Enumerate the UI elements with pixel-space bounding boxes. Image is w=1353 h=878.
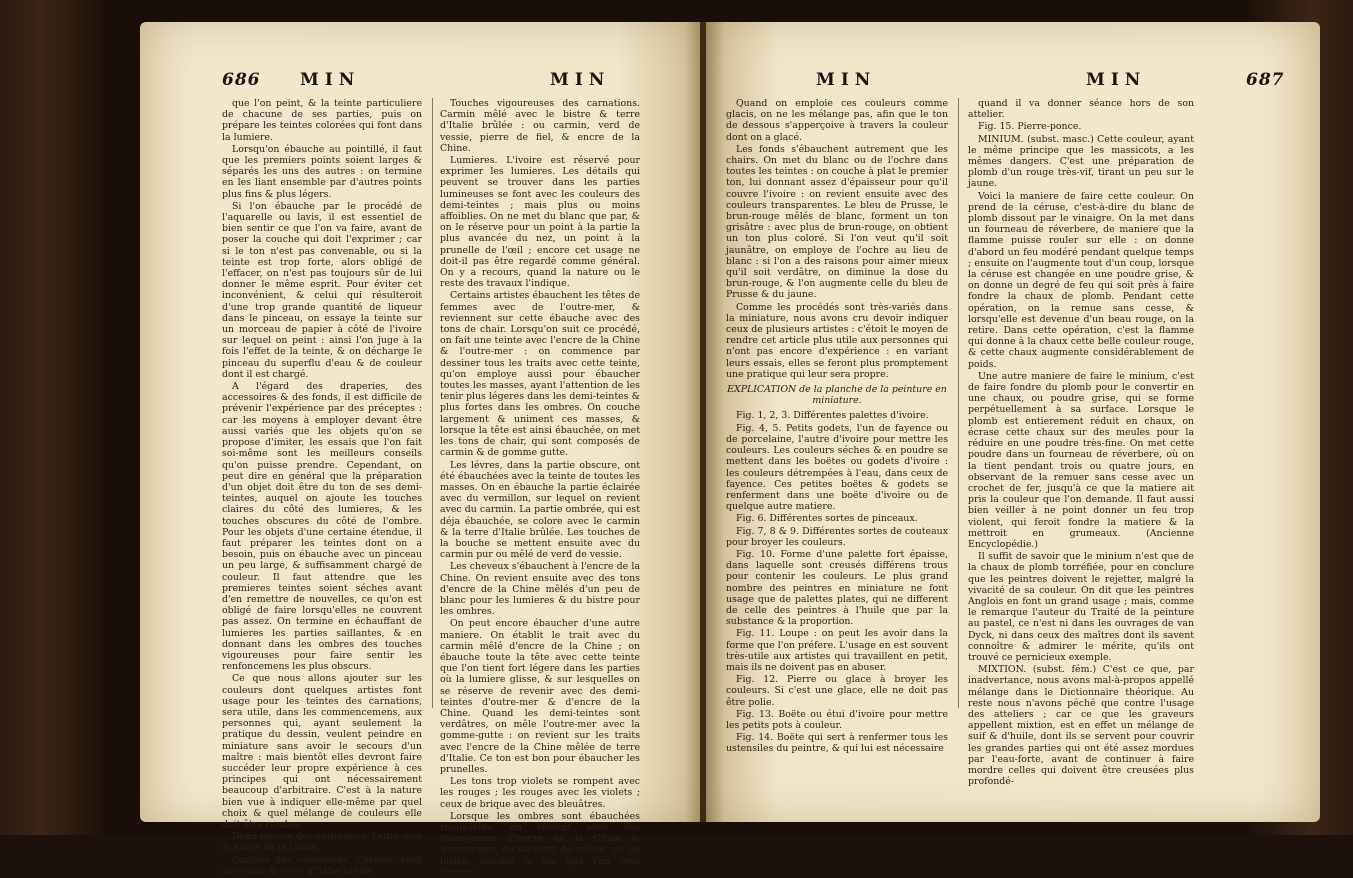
left-head-title-b: MIN bbox=[550, 70, 611, 90]
paragraph: Touches vigoureuses des carnations. Carmin mêlé avec le bistre & terre d'Italie brûlée : ou carmin, verd de vessie, pierre de fiel, & encre de la Chine. bbox=[440, 98, 640, 154]
right-page bbox=[706, 22, 1320, 822]
paragraph: Une autre maniere de faire le minium, c'est de faire fondre du plomb pour le convertir en une chaux, ou poudre grise, qui se forme perpétuellement à sa surface. Lorsque le plomb est entierement réduit en chaux, on écrase cette chaux sur des meules pour la réduire en une poudre très-fine. On met cette poudre dans un fourneau de réverbere, où on la tient pendant trois ou quatre jours, en observant de la remuer sans cesse avec un crochet de fer, jusqu'à ce que la matiere ait pris la couleur que l'on demande. Il faut aussi bien veiller à ne point donner un feu trop violent, qui feroit fondre la matiere & la mettroit en grumeaux. (Ancienne Encyclopédie.) bbox=[968, 370, 1194, 550]
paragraph: Si l'on ébauche par le procédé de l'aquarelle ou lavis, il est essentiel de bien sentir ce que l'on va faire, avant de poser la couche qui doit l'exprimer ; car si le ton n'est pas convenable, ou si la teinte est trop forte, alors obligé de l'effacer, on n'est pas toujours sûr de lui donner le même esprit. Pour éviter cet inconvénient, & celui qui résulteroit d'une trop grande quantité de liqueur dans le pinceau, on essaye la teinte sur un morceau de papier à côté de l'ivoire sur lequel on peint : ainsi l'on juge à la fois l'effet de la teinte, & on décharge le pinceau du superflu d'eau & de couleur dont il est chargé. bbox=[222, 200, 422, 380]
paragraph: Fig. 14. Boëte qui sert à renfermer tous les ustensiles du peintre, & qui lui est nécessaire bbox=[726, 732, 948, 755]
paragraph: Voici la maniere de faire cette couleur. On prend de la céruse, c'est-à-dire du blanc de plomb dissout par le vinaigre. On la met dans un fourneau de réverbere, de maniere que la flamme puisse rouler sur elle : on donne d'abord un feu modéré pendant quelque temps ; ensuite on l'augmente tout d'un coup, lorsque la céruse est changée en une poudre grise, & on donne un degré de feu qui soit près à faire fondre la chaux de plomb. Pendant cette opération, on la remue sans cesse, & lorsqu'elle est devenue d'un beau rouge, on la retire. Dans cette opération, c'est la flamme qui donne à la chaux cette belle couleur rouge, & cette chaux augmente considérablement de poids. bbox=[968, 190, 1194, 370]
plate-heading: EXPLICATION de la planche de la peinture en miniature. bbox=[727, 384, 947, 407]
left-page-number: 686 bbox=[222, 70, 261, 90]
paragraph: A l'égard des draperies, des accessoires & des fonds, il est difficile de prévenir l'expérience par des préceptes : car les moyens à employer devant être aussi variés que les objets qu'on se propose d'imiter, les essais que l'on fait soi-même sont les meilleurs conseils qu'on puisse prendre. Cependant, on peut dire en général que la préparation d'un objet doit être du ton de ses demi-teintes, auquel on ajoute les touches claires du côté des lumieres, & les touches obscures du côté de l'ombre. Pour les objets d'une certaine étendue, il faut préparer les teintes dont on a besoin, puis on ébauche avec un pinceau un peu large, & suffisamment chargé de couleur. Il faut attendre que les premieres teintes soient séches avant d'en remettre de nouvelles, ce qu'on est obligé de faire lorsqu'elles ne couvrent pas assez. On termine en échauffant de lumieres les parties saillantes, & en donnant dans les ombres des touches vigoureuses pour faire sentir les renfoncemens les plus obscurs. bbox=[222, 381, 422, 673]
paragraph: Fig. 12. Pierre ou glace à broyer les couleurs. Si c'est une glace, elle ne doit pas être polie. bbox=[726, 674, 948, 708]
paragraph: Fig. 10. Forme d'une palette fort épaisse, dans laquelle sont creusés différens trous pour contenir les couleurs. Le plus grand nombre des peintres en miniature ne font usage que de palettes plates, qui ne different de celle des peintres à l'huile que par la substance & la proportion. bbox=[726, 548, 948, 628]
paragraph: Il suffit de savoir que le minium n'est que de la chaux de plomb torréfiée, pour en conclure que les peintres doivent le rejetter, malgré la vivacité de sa couleur. On dit que les peintres Anglois en font un grand usage ; mais, comme le remarque l'auteur du Traité de la peinture au pastel, ce n'est ni dans les ouvrages de van Dyck, ni dans ceux des maîtres dont ils savent connoître & admirer le mérite, qu'ils ont trouvé ce pernicieux exemple. bbox=[968, 551, 1194, 663]
paragraph: Certains artistes ébauchent les têtes de femmes avec de l'outre-mer, & reviennent sur cette ébauche avec des tons de chair. Lorsqu'on suit ce procédé, on fait une teinte avec l'encre de la Chine & l'outre-mer : on commence par dessiner tous les traits avec cette teinte, qu'on employe aussi pour ébaucher toutes les masses, ayant l'attention de les tenir plus légeres dans les demi-teintes & plus fortes dans les ombres. On couche largement & uniment ces masses, & lorsque la tête est ainsi ébauchée, on met les tons de chair, qui sont composés de carmin & de gomme gutte. bbox=[440, 290, 640, 459]
paragraph: Lumieres. L'ivoire est réservé pour exprimer les lumieres. Les détails qui peuvent se trouver dans les parties lumineuses se font avec les couleurs des demi-teintes ; mais plus ou moins affoiblies. On ne met du blanc que par, & on le réserve pour un point à la partie la plus avancée du nez, un point à la prunelle de l'œil ; encore cet usage ne doit-il pas être regardé comme général. On y a recours, quand la nature ou le reste des travaux l'indique. bbox=[440, 155, 640, 290]
book-spread bbox=[140, 22, 1320, 878]
paragraph: Fig. 13. Boëte ou étui d'ivoire pour mettre les petits pots à couleur. bbox=[726, 708, 948, 731]
column-rule bbox=[958, 98, 959, 708]
left-head-title-a: MIN bbox=[300, 70, 361, 90]
right-page-number: 687 bbox=[1246, 70, 1285, 90]
paragraph: Lorsque les ombres sont ébauchées rougeâtres, on revient avec des transparens d'encre de la Chine & d'outre-mer, ou de verd de vessie, ou de bistre, suivant le ton que l'on veut donner. bbox=[440, 810, 640, 878]
paragraph: Quand on emploie ces couleurs comme glacis, on ne les mélange pas, afin que le ton de dessous s'apperçoive à travers la couleur dont on a glacé. bbox=[726, 98, 948, 143]
paragraph: Les cheveux s'ébauchent à l'encre de la Chine. On revient ensuite avec des tons d'encre de la Chine mêlés d'un peu de blanc pour les lumieres & du bistre pour les ombres. bbox=[440, 561, 640, 618]
paragraph: Les tons trop violets se rompent avec les rouges ; les rouges avec les violets ; ceux de brique avec des bleuâtres. bbox=[440, 776, 640, 810]
left-running-head bbox=[140, 70, 702, 92]
paragraph: On peut encore ébaucher d'une autre maniere. On établit le trait avec du carmin mêlé d'encre de la Chine ; on ébauche toute la tête avec cette teinte que l'on tient fort légere dans les parties où la lumiere glisse, & sur lesquelles on se réserve de revenir avec des demi-teintes d'outre-mer & d'encre de la Chine. Quand les demi-teintes sont verdâtres, on mêle l'outre-mer avec la gomme-gutte : on revient sur les traits avec l'encre de la Chine mêlée de terre d'Italie. Ce ton est bon pour ébaucher les prunelles. bbox=[440, 618, 640, 775]
right-head-title-a: MIN bbox=[816, 70, 877, 90]
paragraph: quand il va donner séance hors de son attelier. bbox=[968, 98, 1194, 121]
paragraph: Fig. 6. Différentes sortes de pinceaux. bbox=[736, 513, 918, 525]
paragraph: Fig. 1, 2, 3. Différentes palettes d'ivoire. bbox=[736, 410, 929, 422]
left-page bbox=[140, 22, 702, 878]
paragraph: Fig. 7, 8 & 9. Différentes sortes de couteaux pour broyer les couleurs. bbox=[726, 525, 948, 548]
left-column-1 bbox=[222, 98, 422, 877]
paragraph: que l'on peint, & la teinte particuliere de chacune de ses parties, puis on prépare les teintes colorées qui font dans la lumiere. bbox=[222, 98, 422, 143]
paragraph: Fig. 4, 5. Petits godets, l'un de fayence ou de porcelaine, l'autre d'ivoire pour mettre les couleurs. Les couleurs séches & en poudre se mettent dans les boëtes ou godets d'ivoire : les couleurs détrempées à l'eau, dans ceux de fayence. Ces petites boëtes & godets se renferment dans une boëte d'ivoire ou de quelque autre matiere. bbox=[726, 422, 948, 513]
paragraph: Demi-teintes des carnations. Outre-mer & encre de la Chine. bbox=[222, 831, 422, 854]
paragraph: Ombres des carnations. Carmin, verd de vessie & terre d'Italie brûlée. bbox=[222, 854, 422, 877]
right-column-1 bbox=[726, 98, 948, 798]
paragraph: Lorsqu'on ébauche au pointillé, il faut que les premiers points soient larges & séparés les uns des autres : on termine en les liant ensemble par d'autres points plus fins & plus légers. bbox=[222, 143, 422, 200]
right-running-head bbox=[706, 70, 1320, 92]
right-head-title-b: MIN bbox=[1086, 70, 1147, 90]
paragraph: Fig. 15. Pierre-ponce. bbox=[978, 121, 1082, 133]
paragraph: Les fonds s'ébauchent autrement que les chairs. On met du blanc ou de l'ochre dans toutes les teintes : on couche à plat le premier ton, lui donnant assez d'épaisseur pour qu'il couvre l'ivoire : on revient ensuite avec des couleurs transparentes. Le bleu de Prusse, le brun-rouge mêlés de blanc, forment un ton grisâtre : avec plus de brun-rouge, on obtient un ton plus coloré. Si l'on veut qu'il soit jaunâtre, on employe de l'ochre au lieu de blanc : si l'on a des raisons pour aimer mieux qu'il soit verdâtre, on diminue la dose du brun-rouge, & l'on augmente celle du bleu de Prusse & du jaune. bbox=[726, 143, 948, 301]
paragraph: Les lévres, dans la partie obscure, ont été ébauchées avec la teinte de toutes les masses. On en ébauche la partie éclairée avec du vermillon, sur lequel on revient avec du carmin. La partie ombrée, qui est déja ébauchée, se colore avec le carmin & la terre d'Italie brûlée. Les touches de la bouche se mettent ensuite avec du carmin pur ou mêlé de verd de vessie. bbox=[440, 459, 640, 561]
column-rule bbox=[432, 98, 433, 708]
paragraph: Comme les procédés sont très-variés dans la miniature, nous avons cru devoir indiquer ceux de plusieurs artistes : c'étoit le moyen de rendre cet article plus utile aux personnes qui n'ont pas encore d'expérience : en variant leurs essais, elles se feront plus promptement une pratique qui leur sera propre. bbox=[726, 301, 948, 380]
right-column-2 bbox=[968, 98, 1194, 798]
paragraph: MIXTION. (subst. fém.) C'est ce que, par inadvertance, nous avons mal-à-propos appellé mélange dans le Dictionnaire théorique. Au reste nous n'avons péché que contre l'usage des atteliers ; car ce que les graveurs appellent mixtion, est en effet un mélange de suif & d'huile, dont ils se servent pour couvrir les grandes parties qui ont été assez mordues par l'eau-forte, avant de continuer à faire mordre celles qui doivent être creusées plus profondé- bbox=[968, 664, 1194, 788]
left-column-2 bbox=[440, 98, 640, 878]
paragraph: Ce que nous allons ajouter sur les couleurs dont quelques artistes font usage pour les teintes des carnations, sera utile, dans les commencemens, aux personnes qui, ayant seulement la pratique du dessin, veulent peindre en miniature sans avoir le secours d'un maître : mais bientôt elles devront faire succéder leur propre expérience à ces principes qui ont nécessairement beaucoup d'arbitraire. C'est à la nature bien vue à indiquer elle-même par quel choix & quel mélange de couleurs elle doit être rendue. bbox=[222, 673, 422, 830]
paragraph: MINIUM. (subst. masc.) Cette couleur, ayant le même principe que les massicots, a les mêmes dangers. C'est une préparation de plomb d'un rouge très-vif, tirant un peu sur le jaune. bbox=[968, 133, 1194, 190]
paragraph: Fig. 11. Loupe : on peut les avoir dans la forme que l'on préfere. L'usage en est souvent très-utile aux artistes qui travaillent en petit, mais ils ne doivent pas en abuser. bbox=[726, 628, 948, 673]
